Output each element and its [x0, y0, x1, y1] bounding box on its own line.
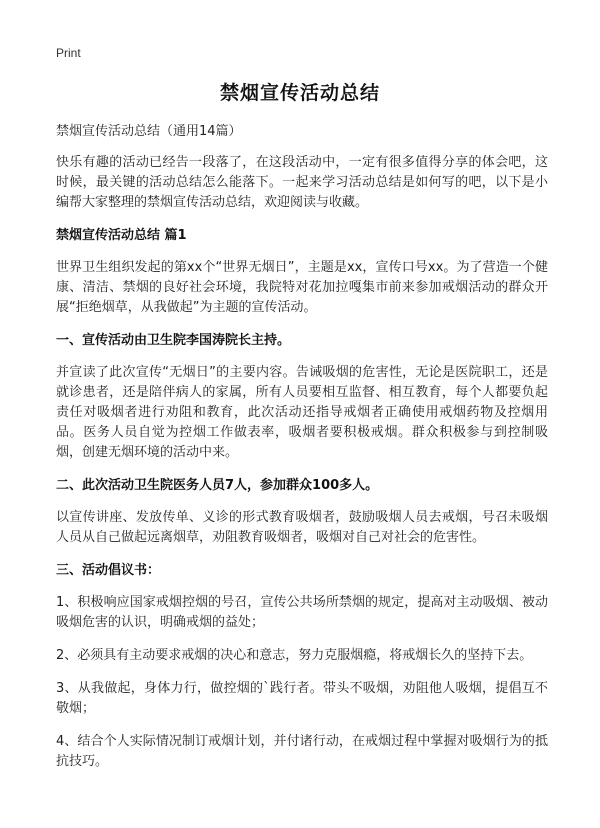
list-item-3: 3、从我做起，身体力行，做控烟的`践行者。带头不吸烟，劝阻他人吸烟，提倡互不敬烟；: [56, 681, 548, 716]
intro-paragraph: 快乐有趣的活动已经告一段落了，在这段活动中，一定有很多值得分享的体会吧，这时候，最关键的活动总结怎么能落下。一起来学习活动总结是如何写的吧，以下是小编帮大家整理的禁烟宣传活动总结，欢迎阅读与收藏。: [56, 155, 548, 210]
list-item-2: 2、必须具有主动要求戒烟的决心和意志，努力克服烟瘾，将戒烟长久的坚持下去。: [56, 648, 533, 663]
paragraph-2: 并宣读了此次宣传“无烟日”的主要内容。告诫吸烟的危害性，无论是医院职工，还是就诊患者，还是陪伴病人的家属，所有人员要相互监督、相互教育，每个人都要负起责任对吸烟者进行劝阻和教育，此次活动还指导戒烟者正确使用戒烟药物及控烟用品。医务人员自觉为控烟工作做表率，吸烟者要积极戒烟。群众积极参与到控制吸烟，创建无烟环境的活动中来。: [56, 365, 548, 460]
heading-2: 二、此次活动卫生院医务人员7人，参加群众100多人。: [56, 478, 379, 493]
list-item-1: 1、积极响应国家戒烟控烟的号召，宣传公共场所禁烟的规定，提高对主动吸烟、被动吸烟危害的认识，明确戒烟的益处；: [56, 595, 548, 630]
article-subtitle: 禁烟宣传活动总结（通用14篇）: [56, 124, 242, 139]
heading-3: 三、活动倡议书：: [56, 563, 161, 578]
section-title: 禁烟宣传活动总结 篇1: [56, 228, 187, 243]
article-body: [56, 122, 548, 785]
paragraph-3: 以宣传讲座、发放传单、义诊的形式教育吸烟者，鼓励吸烟人员去戒烟，号召未吸烟人员从自己做起远离烟草，劝阻教育吸烟者，吸烟对自己对社会的危害性。: [56, 510, 548, 545]
heading-1: 一、宣传活动由卫生院李国涛院长主持。: [56, 333, 291, 348]
paragraph-1: 世界卫生组织发起的第xx个“世界无烟日”，主题是xx，宣传口号xx。为了营造一个健康、清洁、禁烟的良好社会环境，我院特对花加拉嘎集市前来参加戒烟活动的群众开展“拒绝烟草，从我做起”为主题的宣传活动。: [56, 260, 548, 315]
list-item-4: 4、结合个人实际情况制订戒烟计划，并付诸行动，在戒烟过程中掌握对吸烟行为的抵抗技巧。: [56, 734, 548, 769]
print-link[interactable]: Print: [56, 46, 81, 60]
page-title: 禁烟宣传活动总结: [219, 82, 380, 104]
